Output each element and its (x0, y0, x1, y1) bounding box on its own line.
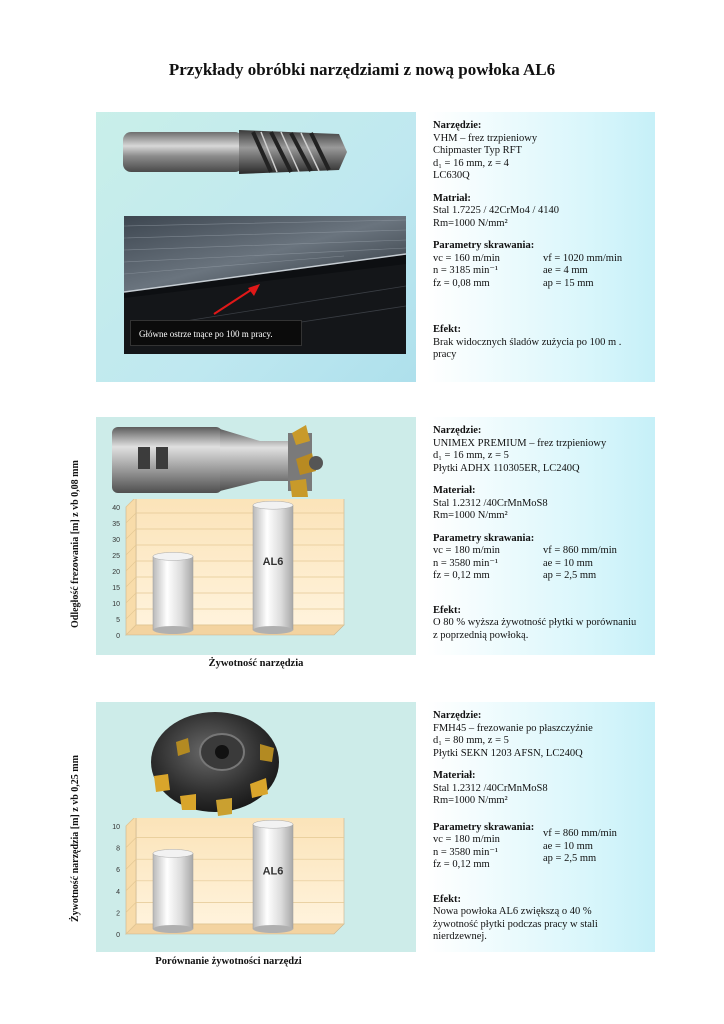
cutting-edge-photo (124, 216, 406, 354)
effect-heading: Efekt: (433, 604, 461, 616)
chart-2 (96, 818, 356, 948)
material-strength: Rm=1000 N/mm² (433, 510, 508, 521)
effect-heading: Efekt: (433, 893, 461, 905)
face-mill-image (140, 704, 290, 824)
chart-bar (153, 849, 193, 933)
chart-tick-label: 0 (116, 633, 120, 640)
chart-1 (96, 499, 356, 649)
page-title: Przykłady obróbki narzędziami z nową powłoka AL6 (168, 60, 556, 79)
param-vf: vf = 1020 mm/min (543, 252, 623, 264)
effect-text: pracy (433, 349, 457, 360)
photo-caption: Główne ostrze tnące po 100 m pracy. (130, 320, 302, 346)
param-n: n = 3580 min⁻¹ (433, 557, 499, 569)
chart-tick-label: 30 (112, 537, 120, 544)
chart-side-wall (126, 499, 136, 635)
material-strength: Rm=1000 N/mm² (433, 795, 508, 806)
end-mill-image (121, 120, 361, 200)
chart-tick-label: 6 (116, 867, 120, 875)
param-ae: ae = 4 mm (543, 265, 588, 276)
tool-dimensions: d₁ = 16 mm, z = 5 (433, 450, 509, 461)
chart-tick-label: 35 (112, 521, 120, 528)
effect-text: Nowa powłoka AL6 zwiększą o 40 % (433, 906, 592, 917)
param-vc: vc = 180 m/min (433, 834, 500, 845)
material-heading: Matriał: (433, 192, 471, 204)
tool-code: Płytki SEKN 1203 AFSN, LC240Q (433, 747, 583, 759)
params-heading: Parametry skrawania: (433, 532, 535, 544)
example-3-image-panel (96, 702, 416, 952)
chart-tick-label: 25 (112, 553, 120, 560)
param-ae: ae = 10 mm (543, 557, 593, 569)
material-heading: Materiał: (433, 485, 476, 496)
chart-tick-label: 5 (116, 617, 120, 624)
chart-tick-label: 4 (116, 888, 120, 896)
chart-bar (153, 552, 193, 634)
tool-line: FMH45 – frezowanie po płaszczyźnie (433, 722, 593, 734)
effect-text: z poprzednią powłoką. (433, 629, 529, 641)
material-strength: Rm=1000 N/mm² (433, 217, 508, 229)
param-vf: vf = 860 mm/min (543, 545, 617, 556)
tool-heading: Narzędzie: (433, 425, 482, 436)
chart-tick-label: 2 (116, 910, 120, 918)
chart-1-caption: Żywotność narzędzia (208, 658, 304, 669)
material-line: Stal 1.7225 / 42CrMo4 / 4140 (433, 205, 560, 216)
example-3-info-panel (427, 702, 655, 952)
param-vc: vc = 180 m/min (433, 545, 500, 556)
example-2-info-panel (427, 417, 655, 655)
tool-code: Płytki ADHX 110305ER, LC240Q (433, 462, 580, 474)
param-vf: vf = 860 mm/min (543, 828, 617, 839)
chart-tick-label: 40 (112, 505, 120, 512)
param-fz: fz = 0,08 mm (433, 277, 490, 289)
param-fz: fz = 0,12 mm (433, 859, 490, 870)
tool-heading: Narzędzie: (433, 710, 482, 721)
params-heading: Parametry skrawania: (433, 240, 535, 251)
param-vc: vc = 160 m/min (433, 252, 500, 264)
param-ap: ap = 2,5 mm (543, 853, 597, 864)
example-1-info-panel (427, 112, 655, 382)
chart-1-y-label: Odległość frezowania [m] z vb 0,08 mm (70, 460, 81, 628)
example-2-image-panel (96, 417, 416, 655)
material-line: Stal 1.2312 /40CrMnMoS8 (433, 782, 548, 794)
effect-heading: Efekt: (433, 324, 461, 335)
chart-tick-label: 10 (112, 601, 120, 608)
effect-text: żywotność płytki podczas pracy w stali (433, 918, 598, 930)
chart-tick-label: 20 (112, 569, 120, 576)
param-ap: ap = 2,5 mm (543, 570, 597, 581)
param-ap: ap = 15 mm (543, 277, 594, 289)
tool-line: Chipmaster Typ RFT (433, 145, 522, 156)
tool-dimensions: d₁ = 80 mm, z = 5 (433, 735, 509, 746)
chart-bar-label: AL6 (262, 556, 284, 569)
chart-tick-label: 0 (116, 932, 120, 939)
material-heading: Materiał: (433, 770, 476, 781)
param-n: n = 3185 min⁻¹ (433, 265, 499, 276)
tool-line: VHM – frez trzpieniowy (433, 132, 538, 144)
param-ae: ae = 10 mm (543, 840, 593, 852)
effect-text: O 80 % wyższa żywotność płytki w porównaniu (433, 617, 637, 628)
tool-heading: Narzędzie: (433, 120, 482, 131)
chart-2-caption: Porównanie żywotności narzędzi (155, 956, 302, 967)
tool-line: UNIMEX PREMIUM – frez trzpieniowy (433, 437, 607, 449)
material-line: Stal 1.2312 /40CrMnMoS8 (433, 497, 548, 509)
effect-text: nierdzewnej. (433, 931, 487, 942)
params-heading: Parametry skrawania: (433, 821, 535, 833)
chart-tick-label: 8 (116, 845, 120, 853)
tool-dimensions: d₁ = 16 mm, z = 4 (433, 157, 509, 169)
param-n: n = 3580 min⁻¹ (433, 846, 499, 858)
effect-text: Brak widocznych śladów zużycia po 100 m . (433, 336, 622, 348)
unimex-end-mill-image (110, 419, 340, 504)
tool-code: LC630Q (433, 170, 470, 181)
chart-tick-label: 15 (112, 585, 120, 592)
param-fz: fz = 0,12 mm (433, 570, 490, 581)
chart-2-y-label: Żywotność narzędzia [m] z vb 0,25 mm (70, 755, 81, 922)
chart-bar-label: AL6 (262, 865, 284, 878)
chart-tick-label: 10 (112, 824, 120, 831)
chart-side-wall (126, 818, 136, 934)
example-1-image-panel (96, 112, 416, 382)
